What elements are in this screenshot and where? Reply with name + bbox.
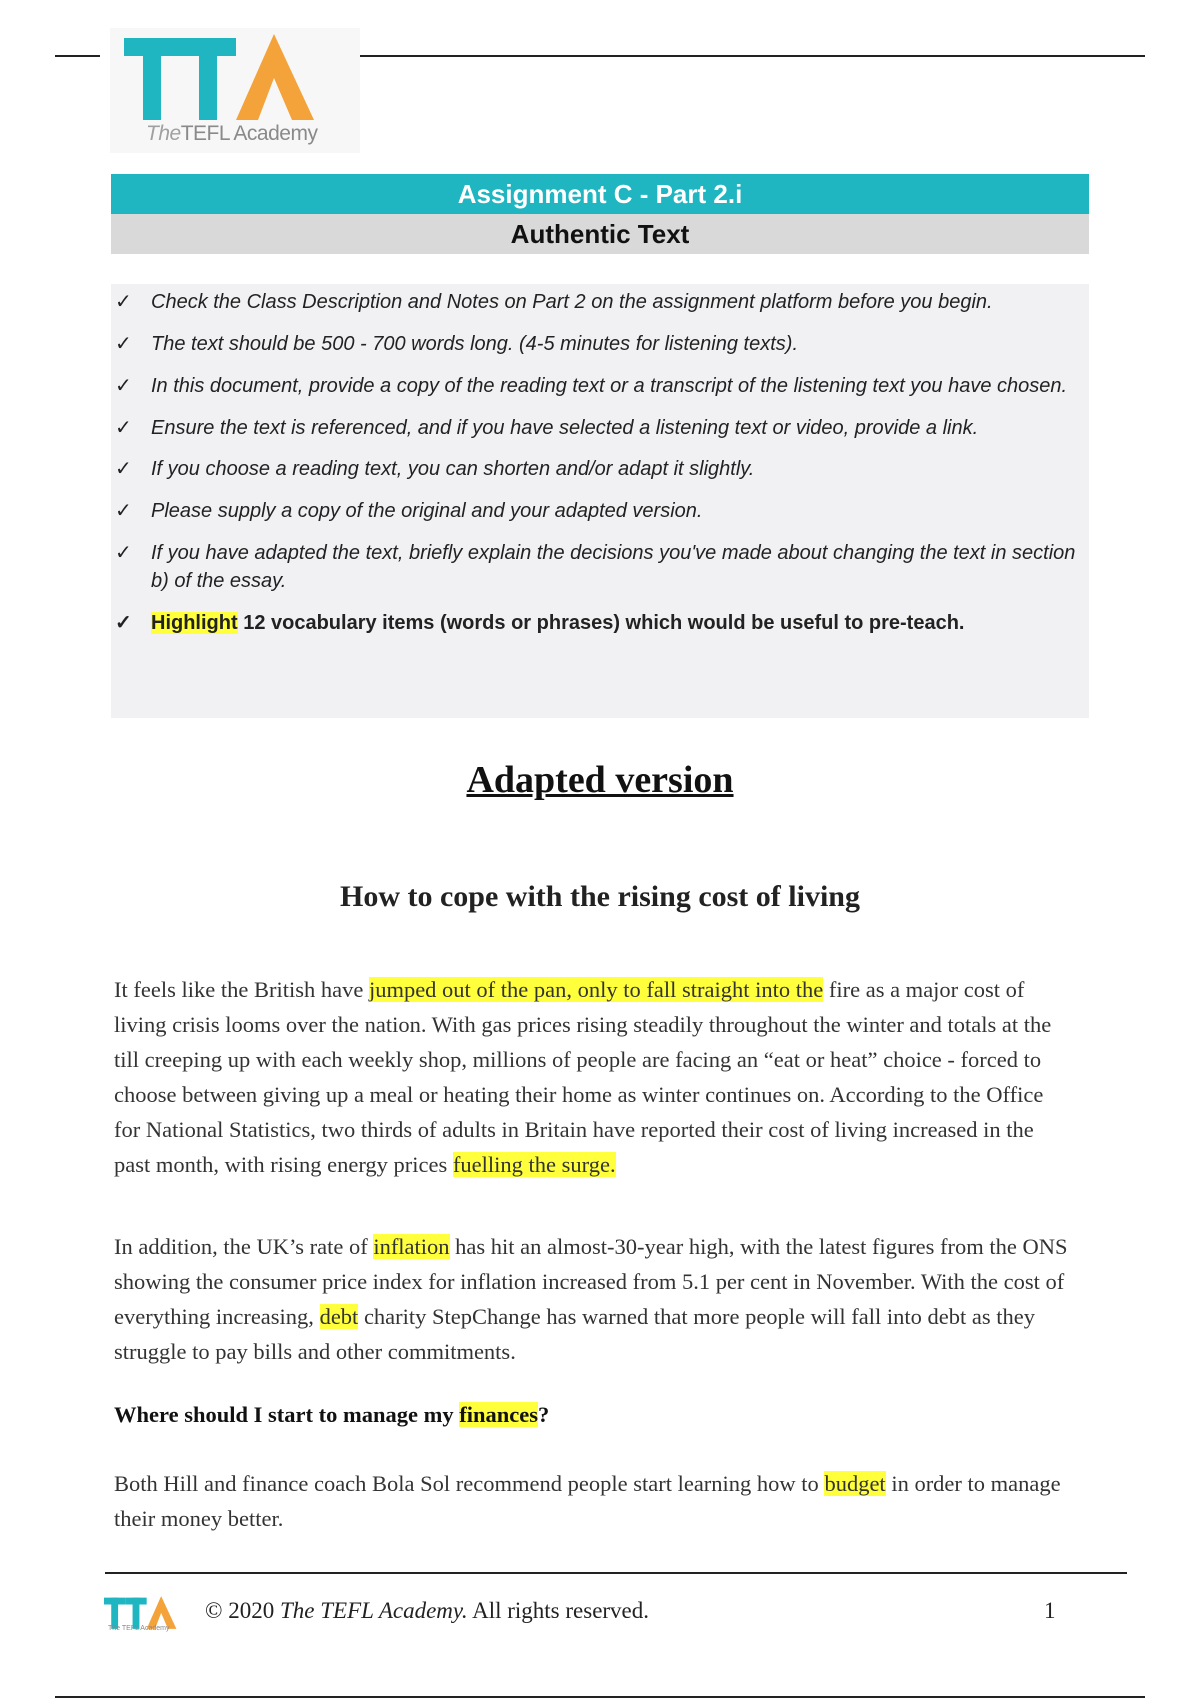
paragraph-1: It feels like the British have jumped out of the pan, only to fall straight into the fire as a major cost of living crisis looms over the nation. With gas prices rising steadily throughout the winter and totals at the till creeping up with each weekly shop, millions of people are facing an “eat or heat” choice - forced to choose between giving up a meal or heating their home as winter continues on. According to the Office for National Statistics, two thirds of adults in Britain have reported their cost of living increased in the past month, with rising energy prices fuelling the surge. [114,977,1052,1177]
vocab-highlight: debt [319,1304,359,1329]
check-icon: ✓ [115,291,132,313]
assignment-banner: Assignment C - Part 2.i [111,174,1089,214]
article-title: How to cope with the rising cost of living [340,880,860,913]
checklist-item: ✓ In this document, provide a copy of the reading text or a transcript of the listening text you have chosen. [111,372,1081,400]
vocab-highlight: finances [459,1402,538,1427]
copyright-notice: © 2020 The TEFL Academy. All rights reserved. [205,1598,650,1623]
footer-rule [105,1572,1127,1574]
subtitle-banner: Authentic Text [111,214,1089,254]
check-icon: ✓ [115,500,132,522]
check-icon: ✓ [115,542,132,564]
paragraph-2: In addition, the UK’s rate of inflation has hit an almost-30-year high, with the latest figures from the ONS showing the consumer price index for inflation increased from 5.1 per cent in November. With the cost of everything increasing, debt charity StepChange has warned that more people will fall into debt as they struggle to pay bills and other commitments. [114,1234,1068,1364]
vocab-highlight: fuelling the surge. [452,1152,616,1177]
logo-wordmark: TheTEFL Academy [146,122,318,145]
paragraph-3: Both Hill and finance coach Bola Sol recommend people start learning how to budget in order to manage their money better. [114,1471,1061,1531]
instruction-checklist [111,284,1089,718]
tta-logo [110,28,360,153]
check-icon: ✓ [115,417,132,439]
checklist-item: ✓ If you have adapted the text, briefly explain the decisions you've made about changing the text in section b) of the essay. [111,539,1081,595]
checklist-item-highlight: ✓ Highlight 12 vocabulary items (words or phrases) which would be useful to pre-teach. [111,609,1081,637]
vocab-highlight: inflation [373,1234,450,1259]
checklist-item: ✓ If you choose a reading text, you can shorten and/or adapt it slightly. [111,455,1081,483]
checklist-item: ✓ Please supply a copy of the original and your adapted version. [111,497,1081,525]
checklist-item: ✓ Ensure the text is referenced, and if you have selected a listening text or video, provide a link. [111,414,1081,442]
header-rule-right [355,55,1145,57]
header-rule-left [55,55,100,57]
highlight-word: Highlight [151,612,238,634]
page-bottom-rule [55,1696,1145,1698]
section-subheading: Where should I start to manage my finances? [114,1402,550,1427]
tta-logo-icon [124,32,334,122]
vocab-highlight: budget [824,1471,886,1496]
checklist-item: ✓ The text should be 500 - 700 words long. (4-5 minutes for listening texts). [111,330,1081,358]
check-icon: ✓ [115,375,132,397]
vocab-highlight: jumped out of the pan, only to fall straight into the [368,977,824,1002]
adapted-version-heading: Adapted version [466,759,734,801]
check-icon: ✓ [115,333,132,355]
footer-logo-wordmark: The TEFL Academy [108,1625,170,1632]
check-icon: ✓ [115,612,132,634]
check-icon: ✓ [115,458,132,480]
page-number: 1 [1044,1598,1056,1623]
checklist-item: ✓ Check the Class Description and Notes on Part 2 on the assignment platform before you begin. [111,288,1081,316]
